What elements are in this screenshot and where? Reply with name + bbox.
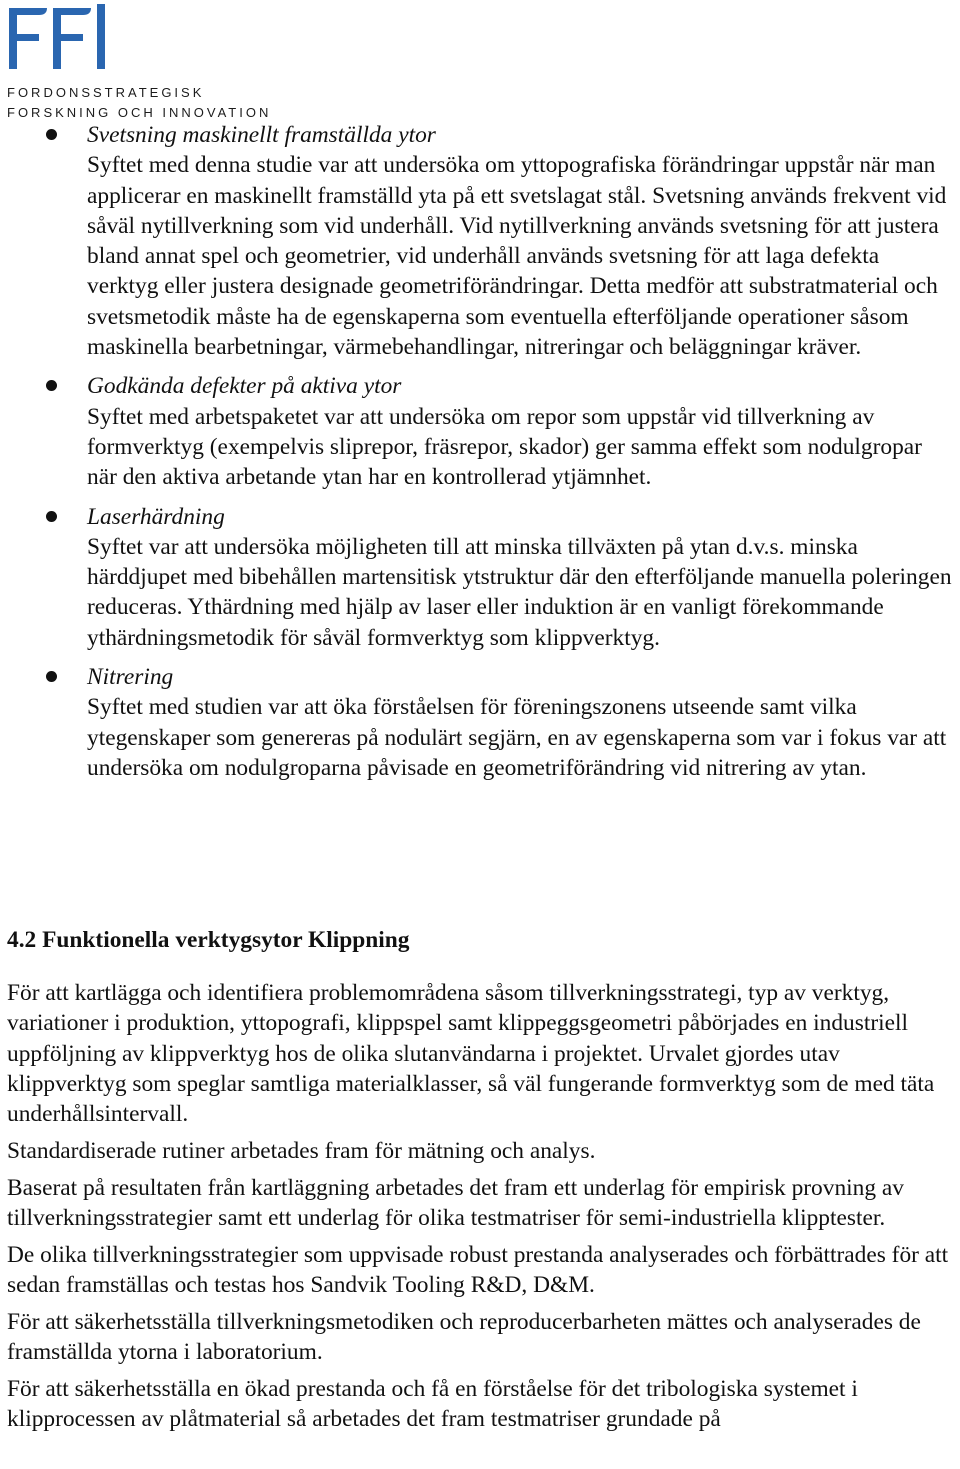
bullet-title: Godkända defekter på aktiva ytor: [87, 373, 402, 400]
paragraph: För att kartlägga och identifiera problemområdena såsom tillverkningsstrategi, typ av verktyg, variationer i produktion, yttopografi, klippspel samt klippeggsgeometri påbörjades en industriell uppföljning av klippverktyg hos de olika slutanvändarna i projektet. Urvalet gjordes utav klippverktyg som speglar samtliga materialklasser, så väl fungerande formverktyg som de med täta underhållsintervall.: [7, 980, 935, 1128]
ffi-logo: [7, 4, 272, 120]
bullet-title: Laserhärdning: [87, 503, 225, 530]
bullet-item-laserhardning: [0, 502, 960, 653]
bullet-icon: [46, 671, 57, 682]
ffi-logo-mark: [7, 4, 107, 70]
bullet-text: Syftet med arbetspaketet var att undersöka om repor som uppstår vid tillverkning av formverktyg (exempelvis sliprepor, fräsrepor, skador) ger samma effekt som nodulgropar när den aktiva arbetande ytan har en kontrollerad ytjämnhet.: [87, 403, 922, 491]
bullet-item-godkanda-defekter: [0, 371, 960, 492]
bullet-icon: [46, 380, 57, 391]
bullet-title: Nitrering: [87, 664, 174, 691]
bullet-item-svetsning: [0, 120, 960, 362]
bullet-icon: [46, 129, 57, 140]
paragraph: För att säkerhetsställa tillverkningsmetodiken och reproducerbarheten mättes och analyserades de framställda ytorna i laboratorium.: [7, 1308, 921, 1366]
paragraph: Standardiserade rutiner arbetades fram för mätning och analys.: [7, 1137, 596, 1164]
paragraph: Baserat på resultaten från kartläggning arbetades det fram ett underlag för empirisk provning av tillverkningsstrategier samt ett underlag för olika testmatriser för semi-industriella klipptester.: [7, 1174, 904, 1232]
paragraph: De olika tillverkningsstrategier som uppvisade robust prestanda analyserades och förbättrades för att sedan framställas och testas hos Sandvik Tooling R&D, D&M.: [7, 1241, 949, 1299]
section-body: [7, 978, 957, 1441]
bullet-title: Svetsning maskinellt framställda ytor: [87, 122, 436, 148]
bullet-text: Syftet med studien var att öka förståelsen för föreningszonens utseende samt vilka ytegenskaper som genereras på nodulärt segjärn, en av egenskaperna som var i fokus var att undersöka om nodulgroparna påvisade en geometriförändring vid nitrering av ytan.: [87, 694, 947, 781]
paragraph: För att säkerhetsställa en ökad prestanda och få en förståelse för det tribologiska systemet i klipprocessen av plåtmaterial så arbetades det fram testmatriser grundade på: [7, 1376, 858, 1433]
bullet-text: Syftet med denna studie var att undersöka om yttopografiska förändringar uppstår när man applicerar en maskinellt framställd yta på ett svetslagat stål. Svetsning används frekvent vid såväl nytillverkning som vid underhåll. Vid nytillverkning används svetsning för att justera bland annat spel och geometrier, vid underhåll används svetsning för att laga defekta verktyg eller justera designade geometriförändringar. Detta medför att substratmaterial och svetsmetodik måste ha de egenskaperna som eventuella efterföljande operationer såsom maskinella bearbetningar, värmebehandlingar, nitreringar och beläggningar kräver.: [87, 152, 947, 361]
bullet-text: Syftet var att undersöka möjligheten till att minska tillväxten på ytan d.v.s. minska härddjupet med bibehållen martensitisk ytstruktur där den efterföljande manuella poleringen reduceras. Ythärdning med hjälp av laser eller induktion är en vanligt förekommande ythärdningsmetodik för såväl formverktyg som klippverktyg.: [87, 533, 952, 651]
bullet-icon: [46, 511, 57, 522]
logo-line-1: FORDONSSTRATEGISK: [7, 85, 205, 100]
bullet-item-nitrering: [0, 662, 960, 783]
logo-line-2: FORSKNING OCH INNOVATION: [7, 105, 272, 120]
bullet-list: [0, 120, 960, 792]
section-heading: 4.2 Funktionella verktygsytor Klippning: [7, 927, 410, 953]
